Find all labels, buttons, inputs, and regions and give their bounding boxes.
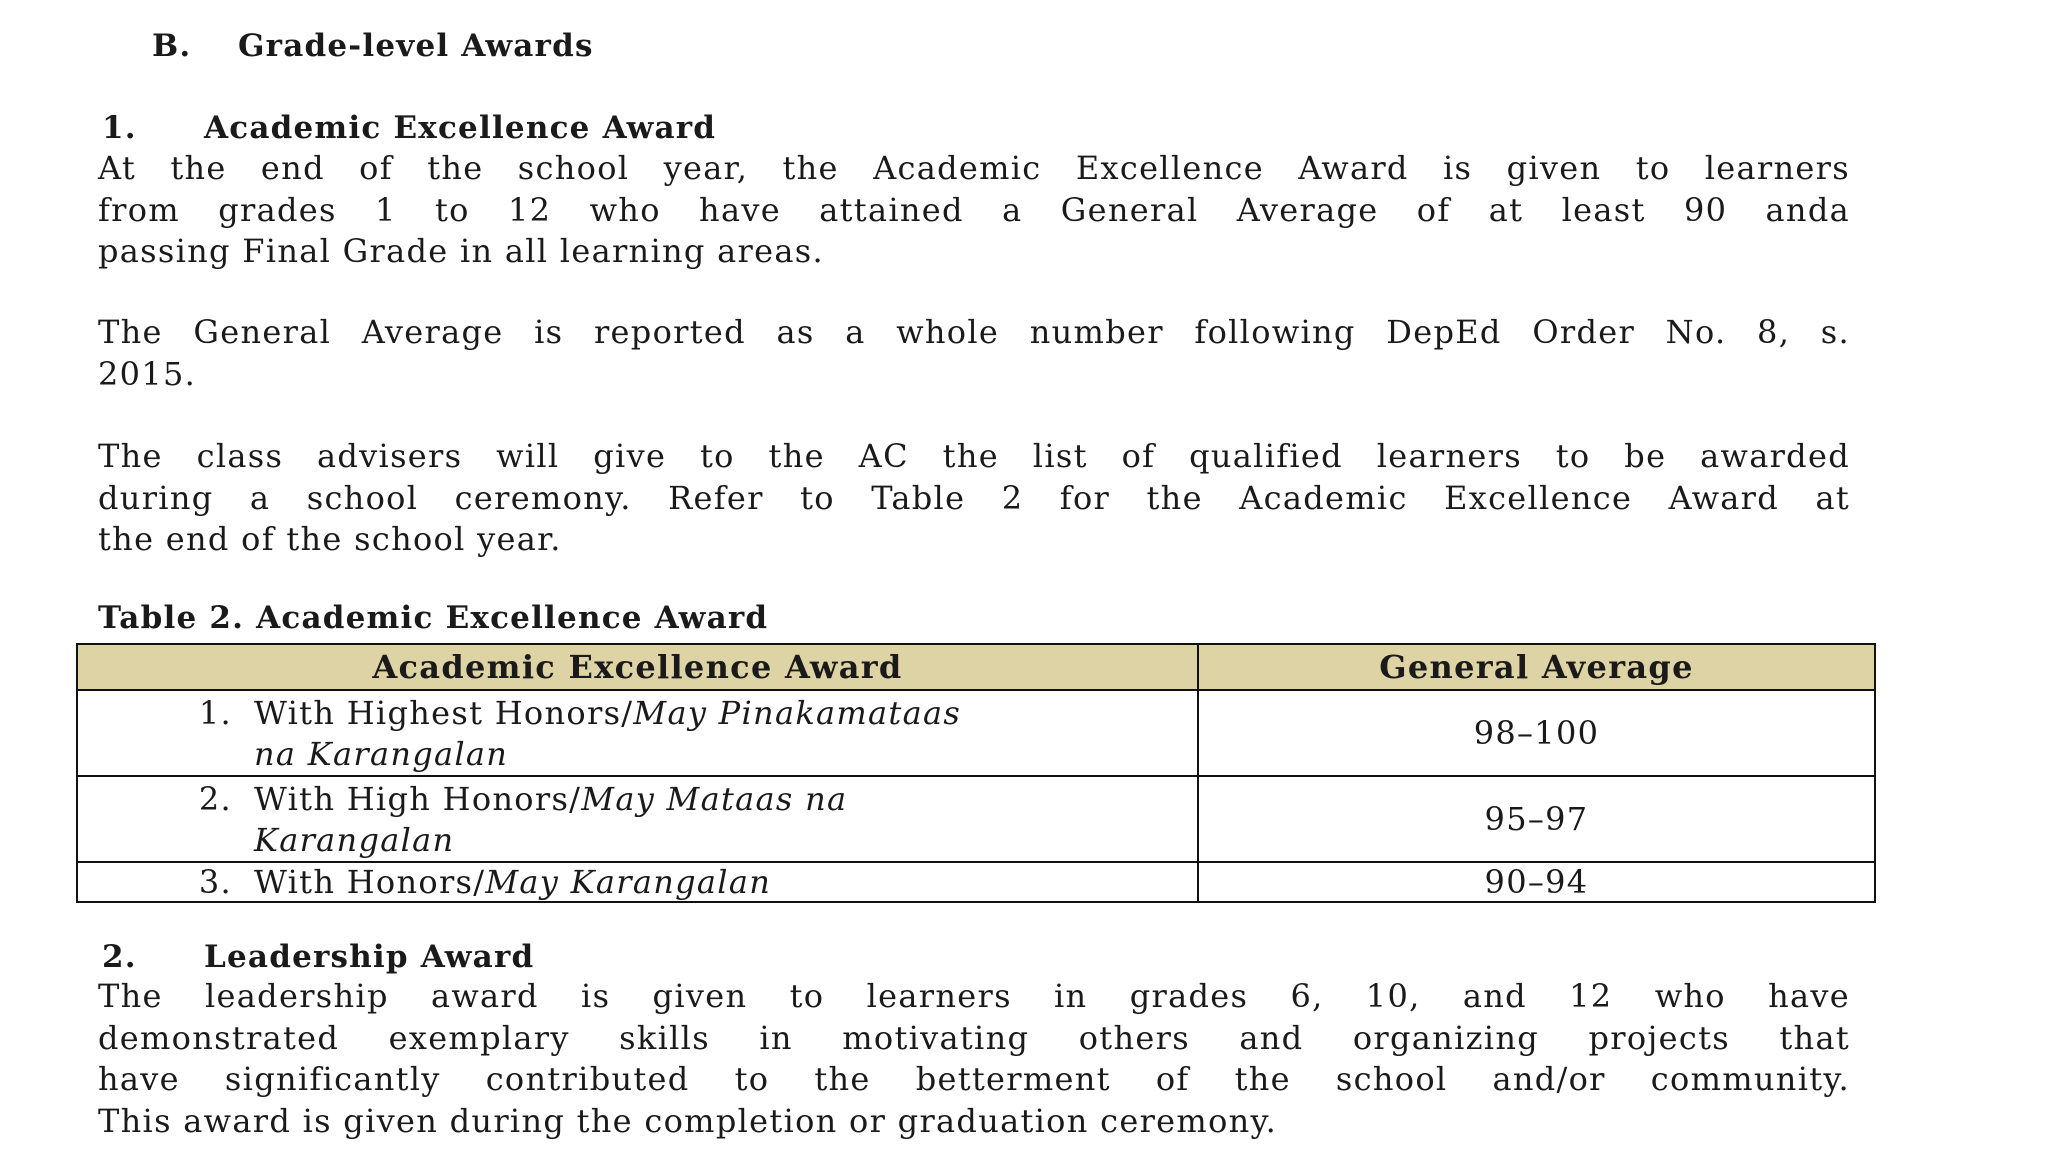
column-header-award: Academic Excellence Award xyxy=(77,644,1198,690)
table-caption: Table 2. Academic Excellence Award xyxy=(98,600,769,636)
award-number: 3. xyxy=(198,863,232,901)
academic-paragraph-2 xyxy=(98,312,1850,395)
award-english-name: With Highest Honors/ xyxy=(254,694,634,732)
general-average-cell: 98–100 xyxy=(1198,690,1875,776)
academic-paragraph-1 xyxy=(98,148,1850,273)
paragraph-line: At the end of the school year, the Academic Excellence Award is given to learners xyxy=(98,149,1850,187)
paragraph-line: have significantly contributed to the betterment of the school and/or community. xyxy=(98,1060,1850,1098)
paragraph-line: The leadership award is given to learners in grades 6, 10, and 12 who have xyxy=(98,977,1850,1015)
award-filipino-name-cont: na Karangalan xyxy=(254,735,509,773)
award-cell xyxy=(77,862,1198,902)
award-cell xyxy=(77,690,1198,776)
award-filipino-name-cont: Karangalan xyxy=(254,821,455,859)
leadership-paragraph xyxy=(98,976,1850,1142)
paragraph-line: from grades 1 to 12 who have attained a General Average of at least 90 anda xyxy=(98,190,1850,229)
leadership-award-title: Leadership Award xyxy=(204,939,535,975)
academic-award-title: Academic Excellence Award xyxy=(204,110,717,146)
academic-award-number: 1. xyxy=(102,110,137,146)
leadership-award-number: 2. xyxy=(102,939,137,975)
award-number: 2. xyxy=(198,780,232,818)
award-filipino-name: May Mataas na xyxy=(581,780,848,818)
table-row xyxy=(77,862,1875,902)
award-cell xyxy=(77,776,1198,862)
paragraph-line: during a school ceremony. Refer to Table 2 for the Academic Excellence Award at xyxy=(98,478,1850,517)
column-header-average: General Average xyxy=(1198,644,1875,690)
paragraph-line: 2015. xyxy=(98,354,197,393)
award-filipino-name: May Pinakamataas xyxy=(633,694,962,732)
table-row xyxy=(77,690,1875,776)
section-title: Grade-level Awards xyxy=(238,28,594,64)
table-header-row xyxy=(77,644,1875,690)
award-english-name: With High Honors/ xyxy=(254,780,582,818)
award-number: 1. xyxy=(198,694,232,732)
general-average-cell: 95–97 xyxy=(1198,776,1875,862)
paragraph-line: This award is given during the completion or graduation ceremony. xyxy=(98,1101,1278,1140)
page-margin xyxy=(1893,0,2048,1152)
paragraph-line: The General Average is reported as a whole number following DepEd Order No. 8, s. xyxy=(98,313,1850,351)
section-letter: B. xyxy=(152,28,192,64)
award-english-name: With Honors/ xyxy=(254,863,486,901)
academic-paragraph-3 xyxy=(98,436,1850,561)
general-average-cell: 90–94 xyxy=(1198,862,1875,902)
table-row xyxy=(77,776,1875,862)
paragraph-line: The class advisers will give to the AC the list of qualified learners to be awarded xyxy=(98,437,1850,475)
paragraph-line: the end of the school year. xyxy=(98,520,562,558)
paragraph-line: demonstrated exemplary skills in motivating others and organizing projects that xyxy=(98,1018,1850,1057)
academic-award-table xyxy=(76,643,1876,903)
award-filipino-name: May Karangalan xyxy=(485,863,772,901)
paragraph-line: passing Final Grade in all learning areas. xyxy=(98,232,824,270)
